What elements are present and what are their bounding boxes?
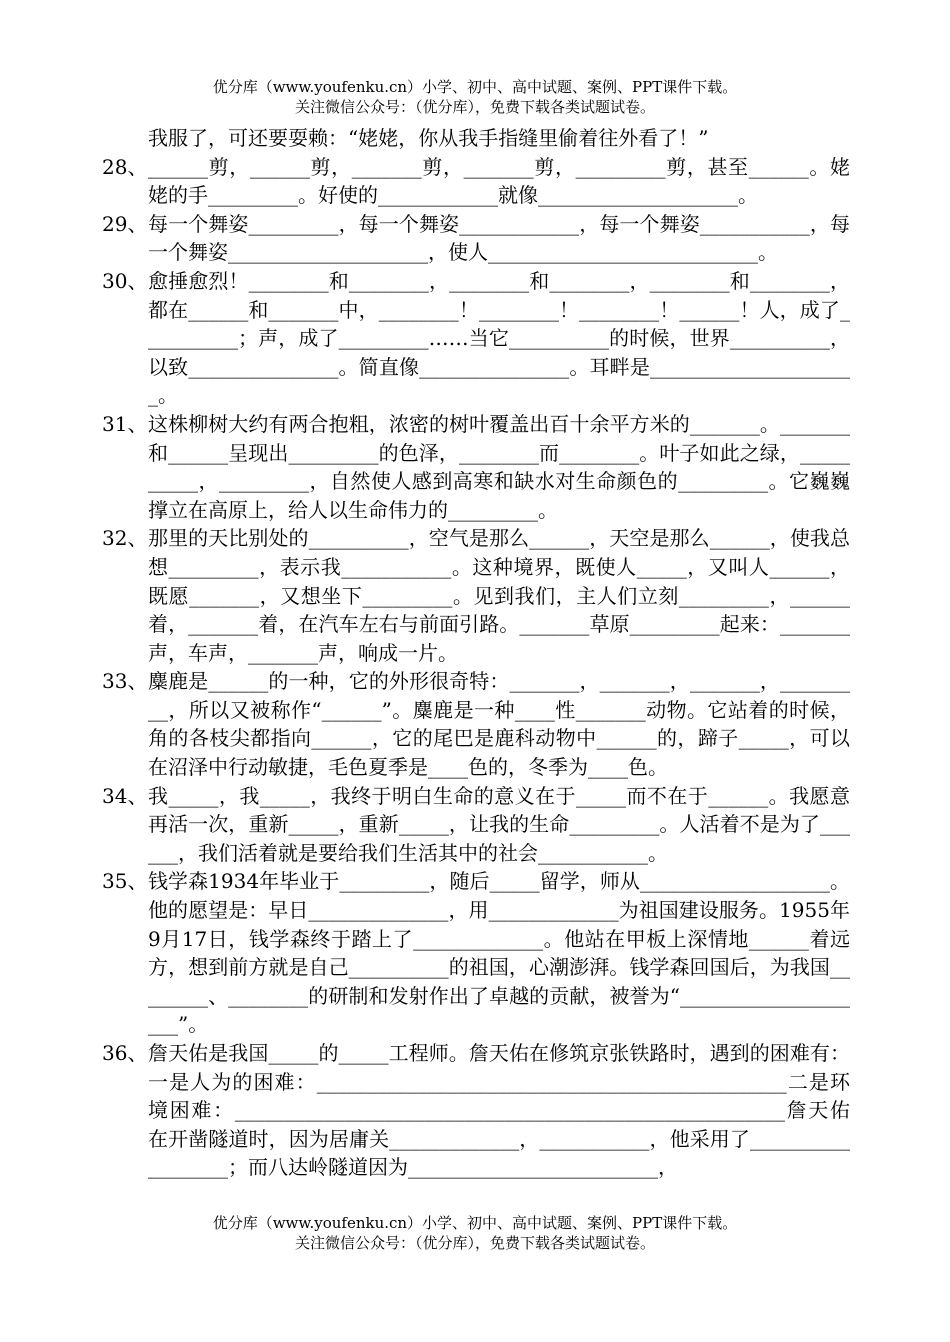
question-number: 34、 xyxy=(102,783,148,808)
question-32 xyxy=(102,524,850,667)
question-30 xyxy=(102,267,850,410)
question-number: 31、 xyxy=(102,411,148,436)
page-footer xyxy=(0,1213,950,1253)
question-text: 麋鹿是______的一种，它的外形很奇特：_______，_______，_______，_________，所以又被称作“______”。麋鹿是一种____性_______动物。它站着的时候，角的各枝尖都指向______，它的尾巴是鹿科动物中______的，蹄子_____，可以在沼泽中行动敏捷，毛色夏季是____色的，冬季为____色。 xyxy=(148,669,850,780)
question-number: 32、 xyxy=(102,526,148,551)
footer-line-1: 优分库（www.youfenku.cn）小学、初中、高中试题、案例、PPT课件下载。 xyxy=(212,1214,738,1232)
page-header xyxy=(0,77,950,117)
question-text: 每一个舞姿_________，每一个舞姿____________，每一个舞姿___________，每一个舞姿____________________，使人___________________________。 xyxy=(148,211,850,265)
question-36 xyxy=(102,1039,850,1182)
question-34 xyxy=(102,782,850,868)
question-29 xyxy=(102,210,850,267)
question-number: 30、 xyxy=(102,268,148,293)
question-text: 詹天佑是我国_____的_____工程师。詹天佑在修筑京张铁路时，遇到的困难有：一是人为的困难：_______________________________________________二是环境困难：_______________________________________________________詹天佑在开凿隧道时，因为居庸关_____________，___________，他采用了__________________；而八达岭隧道因为_________________________， xyxy=(148,1041,850,1180)
question-number: 29、 xyxy=(102,211,148,236)
question-33 xyxy=(102,667,850,781)
question-list xyxy=(102,124,850,1182)
question-text: 这株柳树大约有两合抱粗，浓密的树叶覆盖出百十余平方米的_______。_______和______呈现出_________的色泽，________而________。叶子如此之绿，__________，_________，自然使人感到高寒和缺水对生命颜色的_________。它巍巍撑立在高原上，给人以生命伟力的_________。 xyxy=(148,411,850,522)
question-31 xyxy=(102,410,850,524)
question-number: 36、 xyxy=(102,1041,148,1065)
intro-continuation xyxy=(102,124,850,153)
footer-line-2: 关注微信公众号：（优分库），免费下载各类试题试卷。 xyxy=(294,1234,655,1252)
question-text: 我_____，我_____，我终于明白生命的意义在于_____而不在于______。我愿意再活一次，重新_____，重新_____，让我的生命_________。人活着不是为了______，我们活着就是要给我们生活其中的社会___________。 xyxy=(148,783,850,865)
intro-text: 我服了，可还要耍赖：“姥姥，你从我手指缝里偷着往外看了！” xyxy=(148,126,709,150)
header-line-2: 关注微信公众号：（优分库），免费下载各类试题试卷。 xyxy=(294,98,655,116)
question-text: 钱学森1934年毕业于_________，随后_____留学，师从___________________。他的愿望是：早日______________，用_____________为祖国建设服务。1955年9月17日，钱学森终于踏上了_____________。他站在甲板上深情地______着远方，想到前方就是自己__________的祖国，心潮澎湃。钱学森回国后，为我国________、________的研制和发射作出了卓越的贡献，被誉为“____________________”。 xyxy=(148,869,850,1037)
question-28 xyxy=(102,153,850,210)
question-text: 愈捶愈烈！________和________，________和________，________和________，都在______和_______中，________！________！________！______！人，成了__________；声，成了_________……当它__________的时候，世界__________，以致_______________。简直像_______________。耳畔是_____________________。 xyxy=(148,268,850,408)
question-number: 33、 xyxy=(102,669,148,694)
question-text: ______剪，______剪，_______剪，_______剪，_________剪，甚至______。姥姥的手_________。好使的____________就像____________________。 xyxy=(148,154,850,208)
question-35 xyxy=(102,867,850,1039)
header-line-1: 优分库（www.youfenku.cn）小学、初中、高中试题、案例、PPT课件下载。 xyxy=(212,78,738,96)
question-number: 28、 xyxy=(102,154,148,179)
question-text: 那里的天比别处的__________，空气是那么______，天空是那么______，使我总想_________，表示我___________。这种境界，既使人_____，又叫人______，既愿_______，又想坐下_________。见到我们，主人们立刻_________，______着，_______着，在汽车左右与前面引路。_______草原_________起来：_______声，车声，_______声，响成一片。 xyxy=(148,526,850,665)
question-number: 35、 xyxy=(102,869,148,894)
